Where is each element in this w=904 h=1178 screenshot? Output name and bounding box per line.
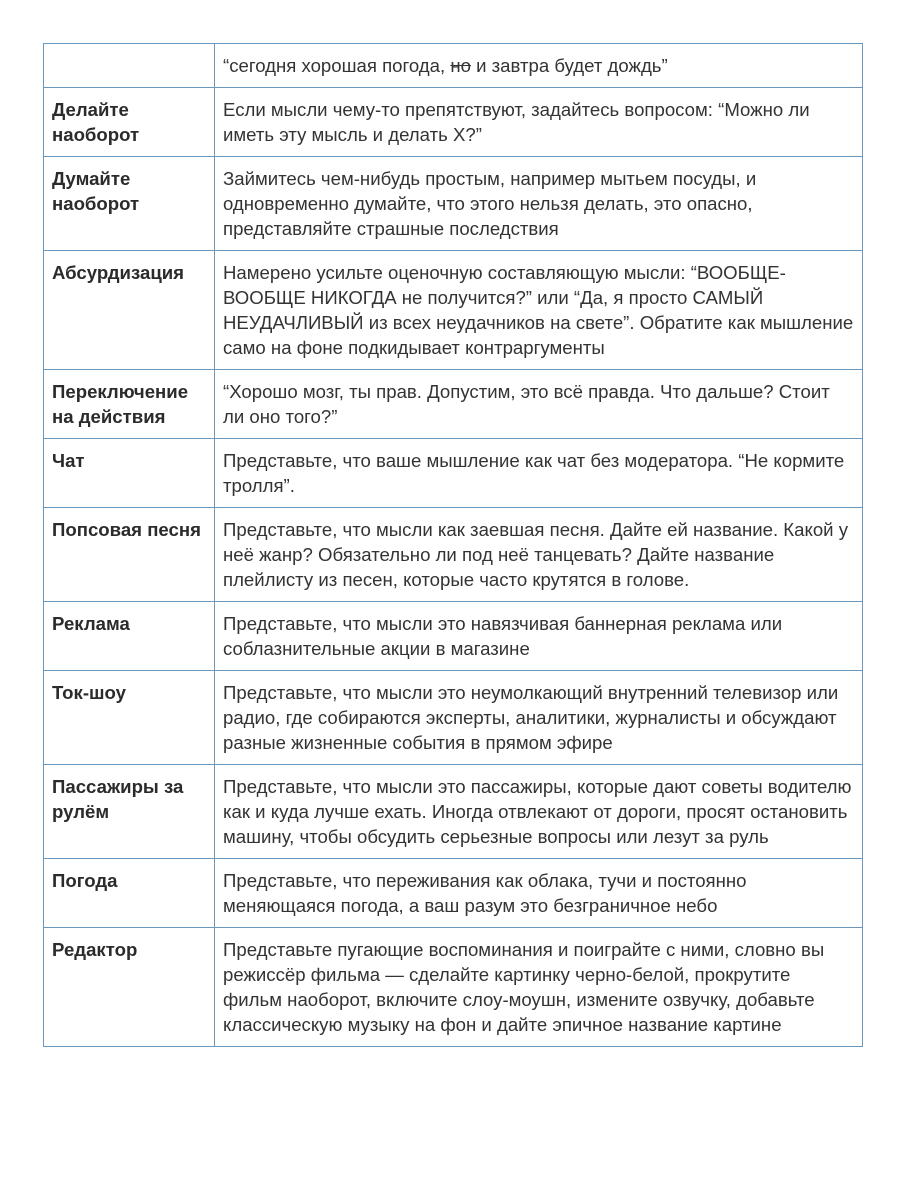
table-row: [44, 44, 863, 88]
table-row: [44, 671, 863, 765]
technique-name: Попсовая песня: [44, 508, 215, 602]
technique-name: Абсурдизация: [44, 251, 215, 370]
technique-description: “Хорошо мозг, ты прав. Допустим, это всё правда. Что дальше? Стоит ли оно того?”: [215, 370, 863, 439]
technique-description: Представьте, что ваше мышление как чат без модератора. “Не кормите тролля”.: [215, 439, 863, 508]
technique-description: Представьте, что мысли это неумолкающий внутренний телевизор или радио, где собираются эксперты, аналитики, журналисты и обсуждают разные жизненные события в прямом эфире: [215, 671, 863, 765]
technique-description: Представьте, что мысли это навязчивая баннерная реклама или соблазнительные акции в магазине: [215, 602, 863, 671]
technique-description: [215, 44, 863, 88]
technique-name: Думайте наоборот: [44, 157, 215, 251]
strikethrough-word: но: [450, 55, 471, 76]
techniques-table: [43, 43, 863, 1047]
technique-name: Делайте наоборот: [44, 88, 215, 157]
table-row: [44, 251, 863, 370]
technique-name: Редактор: [44, 928, 215, 1047]
technique-description: Займитесь чем-нибудь простым, например мытьем посуды, и одновременно думайте, что этого нельзя делать, это опасно, представляйте страшные последствия: [215, 157, 863, 251]
technique-description: Представьте пугающие воспоминания и поиграйте с ними, словно вы режиссёр фильма — сделайте картинку черно-белой, прокрутите фильм наоборот, включите слоу-моушн, измените озвучку, добавьте классическую музыку на фон и дайте эпичное название картине: [215, 928, 863, 1047]
technique-description: Представьте, что мысли это пассажиры, которые дают советы водителю как и куда лучше ехать. Иногда отвлекают от дороги, просят остановить машину, чтобы обсудить серьезные вопросы или лезут за руль: [215, 765, 863, 859]
table-row: [44, 508, 863, 602]
technique-name: Переключение на действия: [44, 370, 215, 439]
technique-name: Пассажиры за рулём: [44, 765, 215, 859]
table-row: [44, 928, 863, 1047]
description-text: “сегодня хорошая погода,: [223, 55, 451, 76]
technique-name: Чат: [44, 439, 215, 508]
technique-name: Реклама: [44, 602, 215, 671]
technique-name: Погода: [44, 859, 215, 928]
technique-name: [44, 44, 215, 88]
table-row: [44, 439, 863, 508]
table-row: [44, 602, 863, 671]
table-row: [44, 859, 863, 928]
table-row: [44, 88, 863, 157]
table-row: [44, 370, 863, 439]
technique-name: Ток-шоу: [44, 671, 215, 765]
technique-description: Представьте, что мысли как заевшая песня. Дайте ей название. Какой у неё жанр? Обязательно ли под неё танцевать? Дайте название плейлисту из песен, которые часто крутятся в голове.: [215, 508, 863, 602]
technique-description: Если мысли чему-то препятствуют, задайтесь вопросом: “Можно ли иметь эту мысль и делать Х?”: [215, 88, 863, 157]
technique-description: Намерено усильте оценочную составляющую мысли: “ВООБЩЕ-ВООБЩЕ НИКОГДА не получится?” или “Да, я просто САМЫЙ НЕУДАЧЛИВЫЙ из всех неудачников на свете”. Обратите как мышление само на фоне подкидывает контраргументы: [215, 251, 863, 370]
table-row: [44, 765, 863, 859]
description-text: и завтра будет дождь”: [470, 55, 668, 76]
table-row: [44, 157, 863, 251]
technique-description: Представьте, что переживания как облака, тучи и постоянно меняющаяся погода, а ваш разум это безграничное небо: [215, 859, 863, 928]
